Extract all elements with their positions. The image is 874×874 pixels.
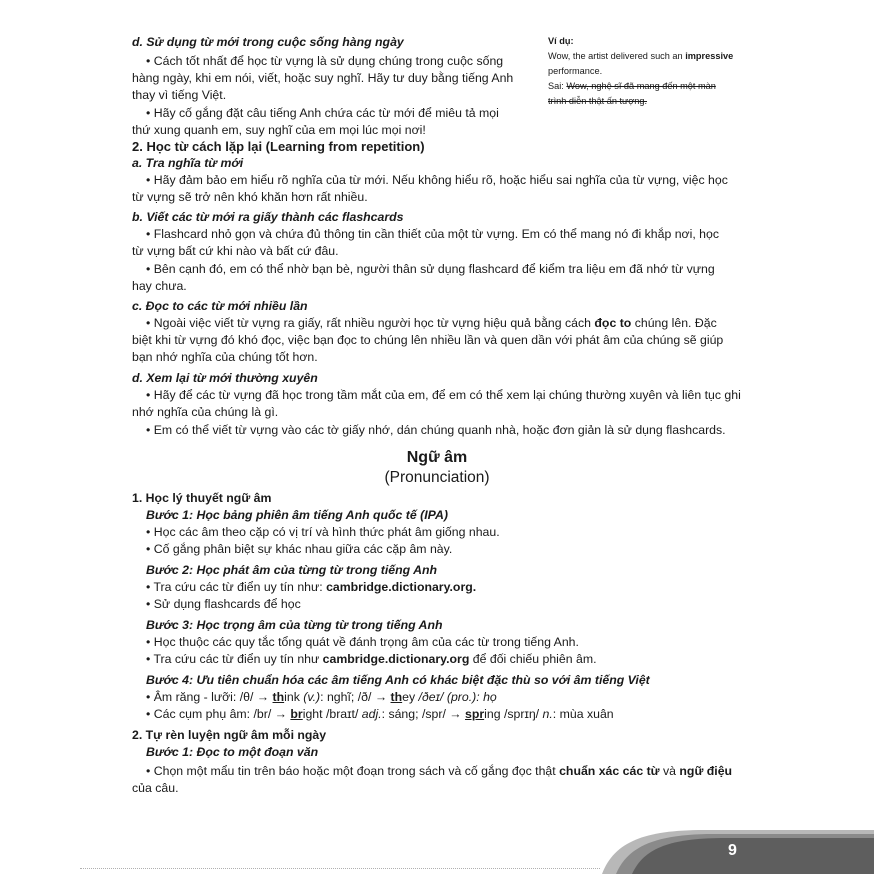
step-heading: Bước 3: Học trọng âm của từng từ trong tiếng Anh [146, 618, 443, 632]
section-title: Ngữ âm [406, 449, 468, 466]
paragraph-line: • Cách tốt nhất để học từ vựng là sử dụng chúng trong cuộc sống [146, 54, 504, 68]
page-corner-tab [554, 828, 874, 874]
paragraph-line: thứ xung quanh em, suy nghĩ của em mọi lúc mọi nơi! [132, 123, 426, 137]
paragraph-line: • Flashcard nhỏ gọn và chứa đủ thông tin cần thiết của một từ vựng. Em có thể mang nó đi khắp nơi, học [146, 227, 719, 241]
paragraph-line: • Hãy đảm bảo em hiểu rõ nghĩa của từ mới. Nếu không hiểu rõ, hoặc hiểu sai nghĩa của từ vựng, việc học [146, 173, 728, 187]
paragraph-line: bạn nhớ nghĩa của chúng tốt hơn. [132, 350, 318, 364]
paragraph-line: hay chưa. [132, 279, 187, 293]
example-wrong: Sai: Wow, nghệ sĩ đã mang đến một màn [548, 81, 716, 91]
section-subtitle: (Pronunciation) [384, 469, 490, 486]
paragraph-line: biệt khi từ vựng đó khó đọc, việc bạn đọc to chúng lên nhiều lần và quen dần với phát âm của chúng sẽ giúp [132, 333, 724, 347]
example-wrong-cont: trình diễn thật ấn tượng. [548, 96, 648, 106]
paragraph-line: • Hãy để các từ vựng đã học trong tầm mắt của em, để em có thể xem lại chúng thường xuyên và liên tục ghi [146, 388, 741, 402]
paragraph-line: thay vì tiếng Việt. [132, 88, 227, 102]
paragraph-line: nhớ nghĩa của chúng là gì. [132, 405, 279, 419]
example-sentence-cont: performance. [548, 66, 603, 76]
paragraph-line: • Bên cạnh đó, em có thể nhờ bạn bè, người thân sử dụng flashcard để kiểm tra liệu em đã nhớ từ vựng [146, 262, 715, 276]
step-heading: Bước 2: Học phát âm của từng từ trong tiếng Anh [146, 563, 438, 577]
footer-dotted-rule [80, 868, 600, 871]
heading-use-daily: d. Sử dụng từ mới trong cuộc sống hàng ngày [132, 35, 404, 49]
list-item: • Học thuộc các quy tắc tổng quát về đánh trọng âm của các từ trong tiếng Anh. [146, 635, 579, 649]
list-item: • Âm răng - lưỡi: /θ/ → think (v.): nghĩ; /ð/ → they /ðeɪ/ (pro.): họ [146, 690, 497, 704]
list-item: • Tra cứu các từ điển uy tín như cambridge.dictionary.org để đối chiếu phiên âm. [146, 652, 597, 666]
paragraph-line: của câu. [132, 781, 179, 795]
list-item: • Các cụm phụ âm: /br/ → bright /braɪt/ adj.: sáng; /spr/ → spring /sprɪŋ/ n.: mùa xuân [146, 707, 614, 721]
heading-practice: 2. Tự rèn luyện ngữ âm mỗi ngày [132, 728, 327, 742]
heading-flashcards: b. Viết các từ mới ra giấy thành các flashcards [132, 210, 404, 224]
list-item: • Cố gắng phân biệt sự khác nhau giữa các cặp âm này. [146, 542, 453, 556]
paragraph-line: từ vựng sẽ trở nên khó khăn hơn rất nhiều. [132, 190, 368, 204]
heading-repetition: 2. Học từ cách lặp lại (Learning from repetition) [132, 139, 425, 154]
paragraph-line: • Ngoài việc viết từ vựng ra giấy, rất nhiều người học từ vựng hiệu quả bằng cách đọc to chúng lên. Đặc [146, 316, 717, 330]
step-heading: Bước 1: Đọc to một đoạn văn [146, 745, 319, 759]
list-item: • Sử dụng flashcards để học [146, 597, 301, 611]
list-item: • Học các âm theo cặp có vị trí và hình thức phát âm giống nhau. [146, 525, 500, 539]
paragraph-line: • Hãy cố gắng đặt câu tiếng Anh chứa các từ mới để miêu tả mọi [146, 106, 499, 120]
paragraph-line: hàng ngày, khi em nói, viết, hoặc suy nghĩ. Hãy tư duy bằng tiếng Anh [132, 71, 514, 85]
example-label: Ví dụ: [548, 36, 574, 46]
list-item: • Tra cứu các từ điển uy tín như: cambridge.dictionary.org. [146, 580, 477, 594]
paragraph-line: • Em có thể viết từ vựng vào các tờ giấy nhớ, dán chúng quanh nhà, hoặc đơn giản là sử dụng flashcards. [146, 423, 726, 437]
example-sentence: Wow, the artist delivered such an impressive [548, 51, 734, 61]
heading-look-up: a. Tra nghĩa từ mới [132, 156, 244, 170]
heading-read-aloud: c. Đọc to các từ mới nhiều lần [132, 299, 308, 313]
paragraph-line: từ vựng bất cứ khi nào và bất cứ đâu. [132, 244, 339, 258]
heading-review: d. Xem lại từ mới thường xuyên [132, 371, 318, 385]
paragraph-line: • Chọn một mẩu tin trên báo hoặc một đoạn trong sách và cố gắng đọc thật chuẩn xác các từ và ngữ điệu [146, 764, 733, 778]
step-heading: Bước 1: Học bảng phiên âm tiếng Anh quốc tế (IPA) [146, 508, 448, 522]
step-heading: Bước 4: Ưu tiên chuẩn hóa các âm tiếng Anh có khác biệt đặc thù so với âm tiếng Việt [146, 673, 650, 687]
heading-theory: 1. Học lý thuyết ngữ âm [132, 491, 272, 505]
page-number: 9 [728, 842, 737, 859]
